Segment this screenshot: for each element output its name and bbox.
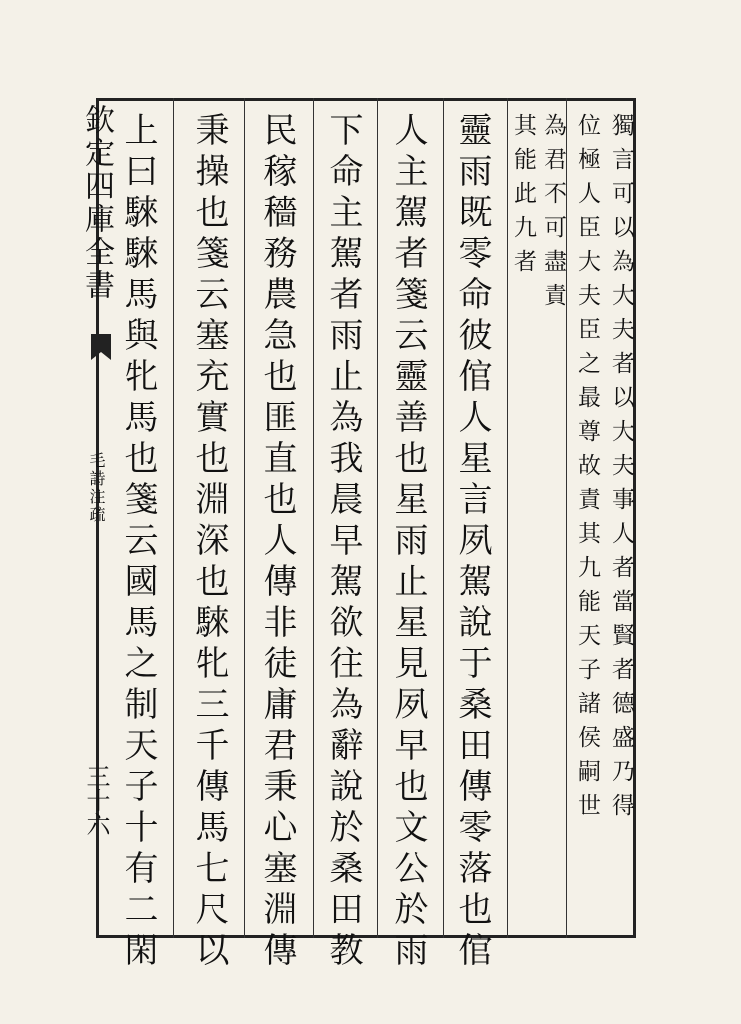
text-column: 上曰騋騋馬與牝馬也箋云國馬之制天子十有二閑 [118,112,158,973]
text-column: 民稼穡務農急也匪直也人傳非徒庸君秉心塞淵傳 [257,112,297,973]
section-title: 毛詩注疏 [87,452,106,524]
commentary-line-lower: 其能此九者 [510,113,536,283]
book-title: 欽定四庫全書 [79,104,114,302]
column-divider [377,98,378,938]
commentary-line-upper: 獨言可以為大夫者以大夫事人者當賢者德盛乃得 [608,113,634,827]
commentary-line-lower: 位極人臣大夫臣之最尊故責其九能天子諸侯嗣世 [574,113,600,827]
column-divider [566,98,567,938]
fishtail-mark-icon [89,332,113,362]
column-divider [313,98,314,938]
column-divider [173,98,174,938]
page-number: 三十六 [82,764,110,836]
text-column: 靈雨既零命彼倌人星言夙駕說于桑田傳零落也倌 [452,112,492,973]
text-column: 秉操也箋云塞充實也淵深也騋牝三千傳馬七尺以 [189,112,229,973]
text-column: 人主駕者箋云靈善也星雨止星見夙早也文公於雨 [388,112,428,973]
text-column: 下命主駕者雨止為我晨早駕欲往為辭說於桑田教 [323,112,363,973]
commentary-line-upper: 為君不可盡責 [540,113,566,317]
column-divider [507,98,508,938]
column-divider [443,98,444,938]
column-divider [244,98,245,938]
